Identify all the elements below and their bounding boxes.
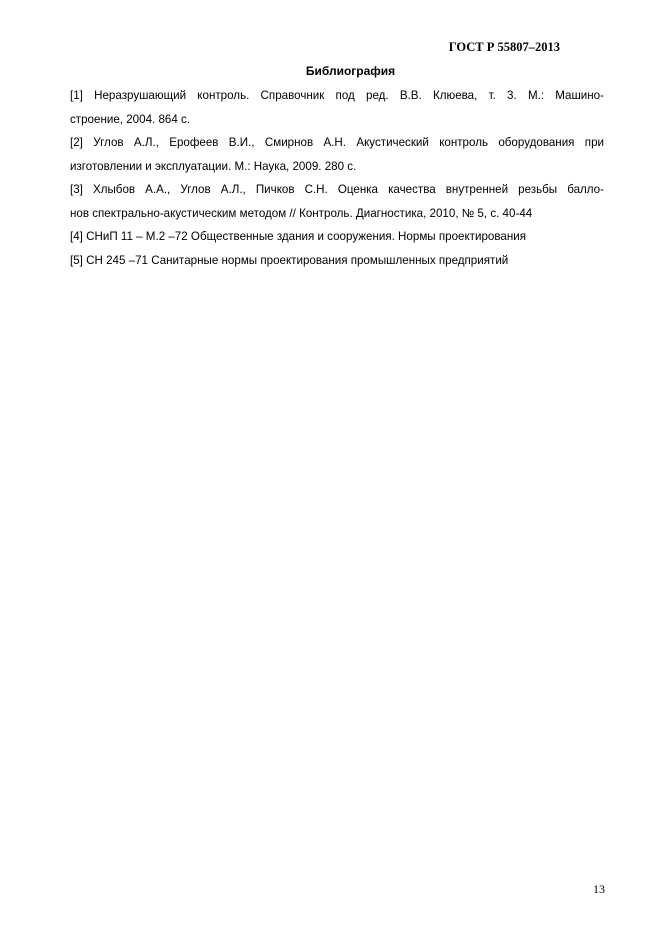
reference-4-line-1: [4] СНиП 11 – М.2 –72 Общественные здания и сооружения. Нормы проектирования (70, 230, 526, 243)
reference-1-line-1: [1] Неразрушающий контроль. Справочник под ред. В.В. Клюева, т. 3. М.: Машино- (70, 89, 604, 102)
reference-list (70, 84, 604, 272)
reference-item-2 (70, 131, 604, 178)
reference-item-5 (70, 249, 604, 273)
page-number: 13 (593, 882, 605, 896)
reference-item-1 (70, 84, 604, 131)
document-code: ГОСТ Р 55807–2013 (448, 40, 560, 54)
reference-item-4 (70, 225, 604, 249)
bibliography-title: Библиография (305, 64, 396, 78)
reference-2-line-1: [2] Углов А.Л., Ерофеев В.И., Смирнов А.Н. Акустический контроль оборудования при (70, 136, 604, 149)
reference-5-line-1: [5] СН 245 –71 Санитарные нормы проектирования промышленных предприятий (70, 253, 509, 267)
reference-3-line-1: [3] Хлыбов А.А., Углов А.Л., Пичков С.Н. Оценка качества внутренней резьбы балло- (70, 183, 604, 196)
reference-1-line-2: строение, 2004. 864 с. (70, 112, 191, 126)
reference-3-line-2: нов спектрально-акустическим методом // Контроль. Диагностика, 2010, № 5, с. 40-44 (70, 206, 533, 220)
reference-item-3 (70, 178, 604, 225)
reference-2-line-2: изготовлении и эксплуатации. М.: Наука, 2009. 280 с. (70, 159, 357, 173)
